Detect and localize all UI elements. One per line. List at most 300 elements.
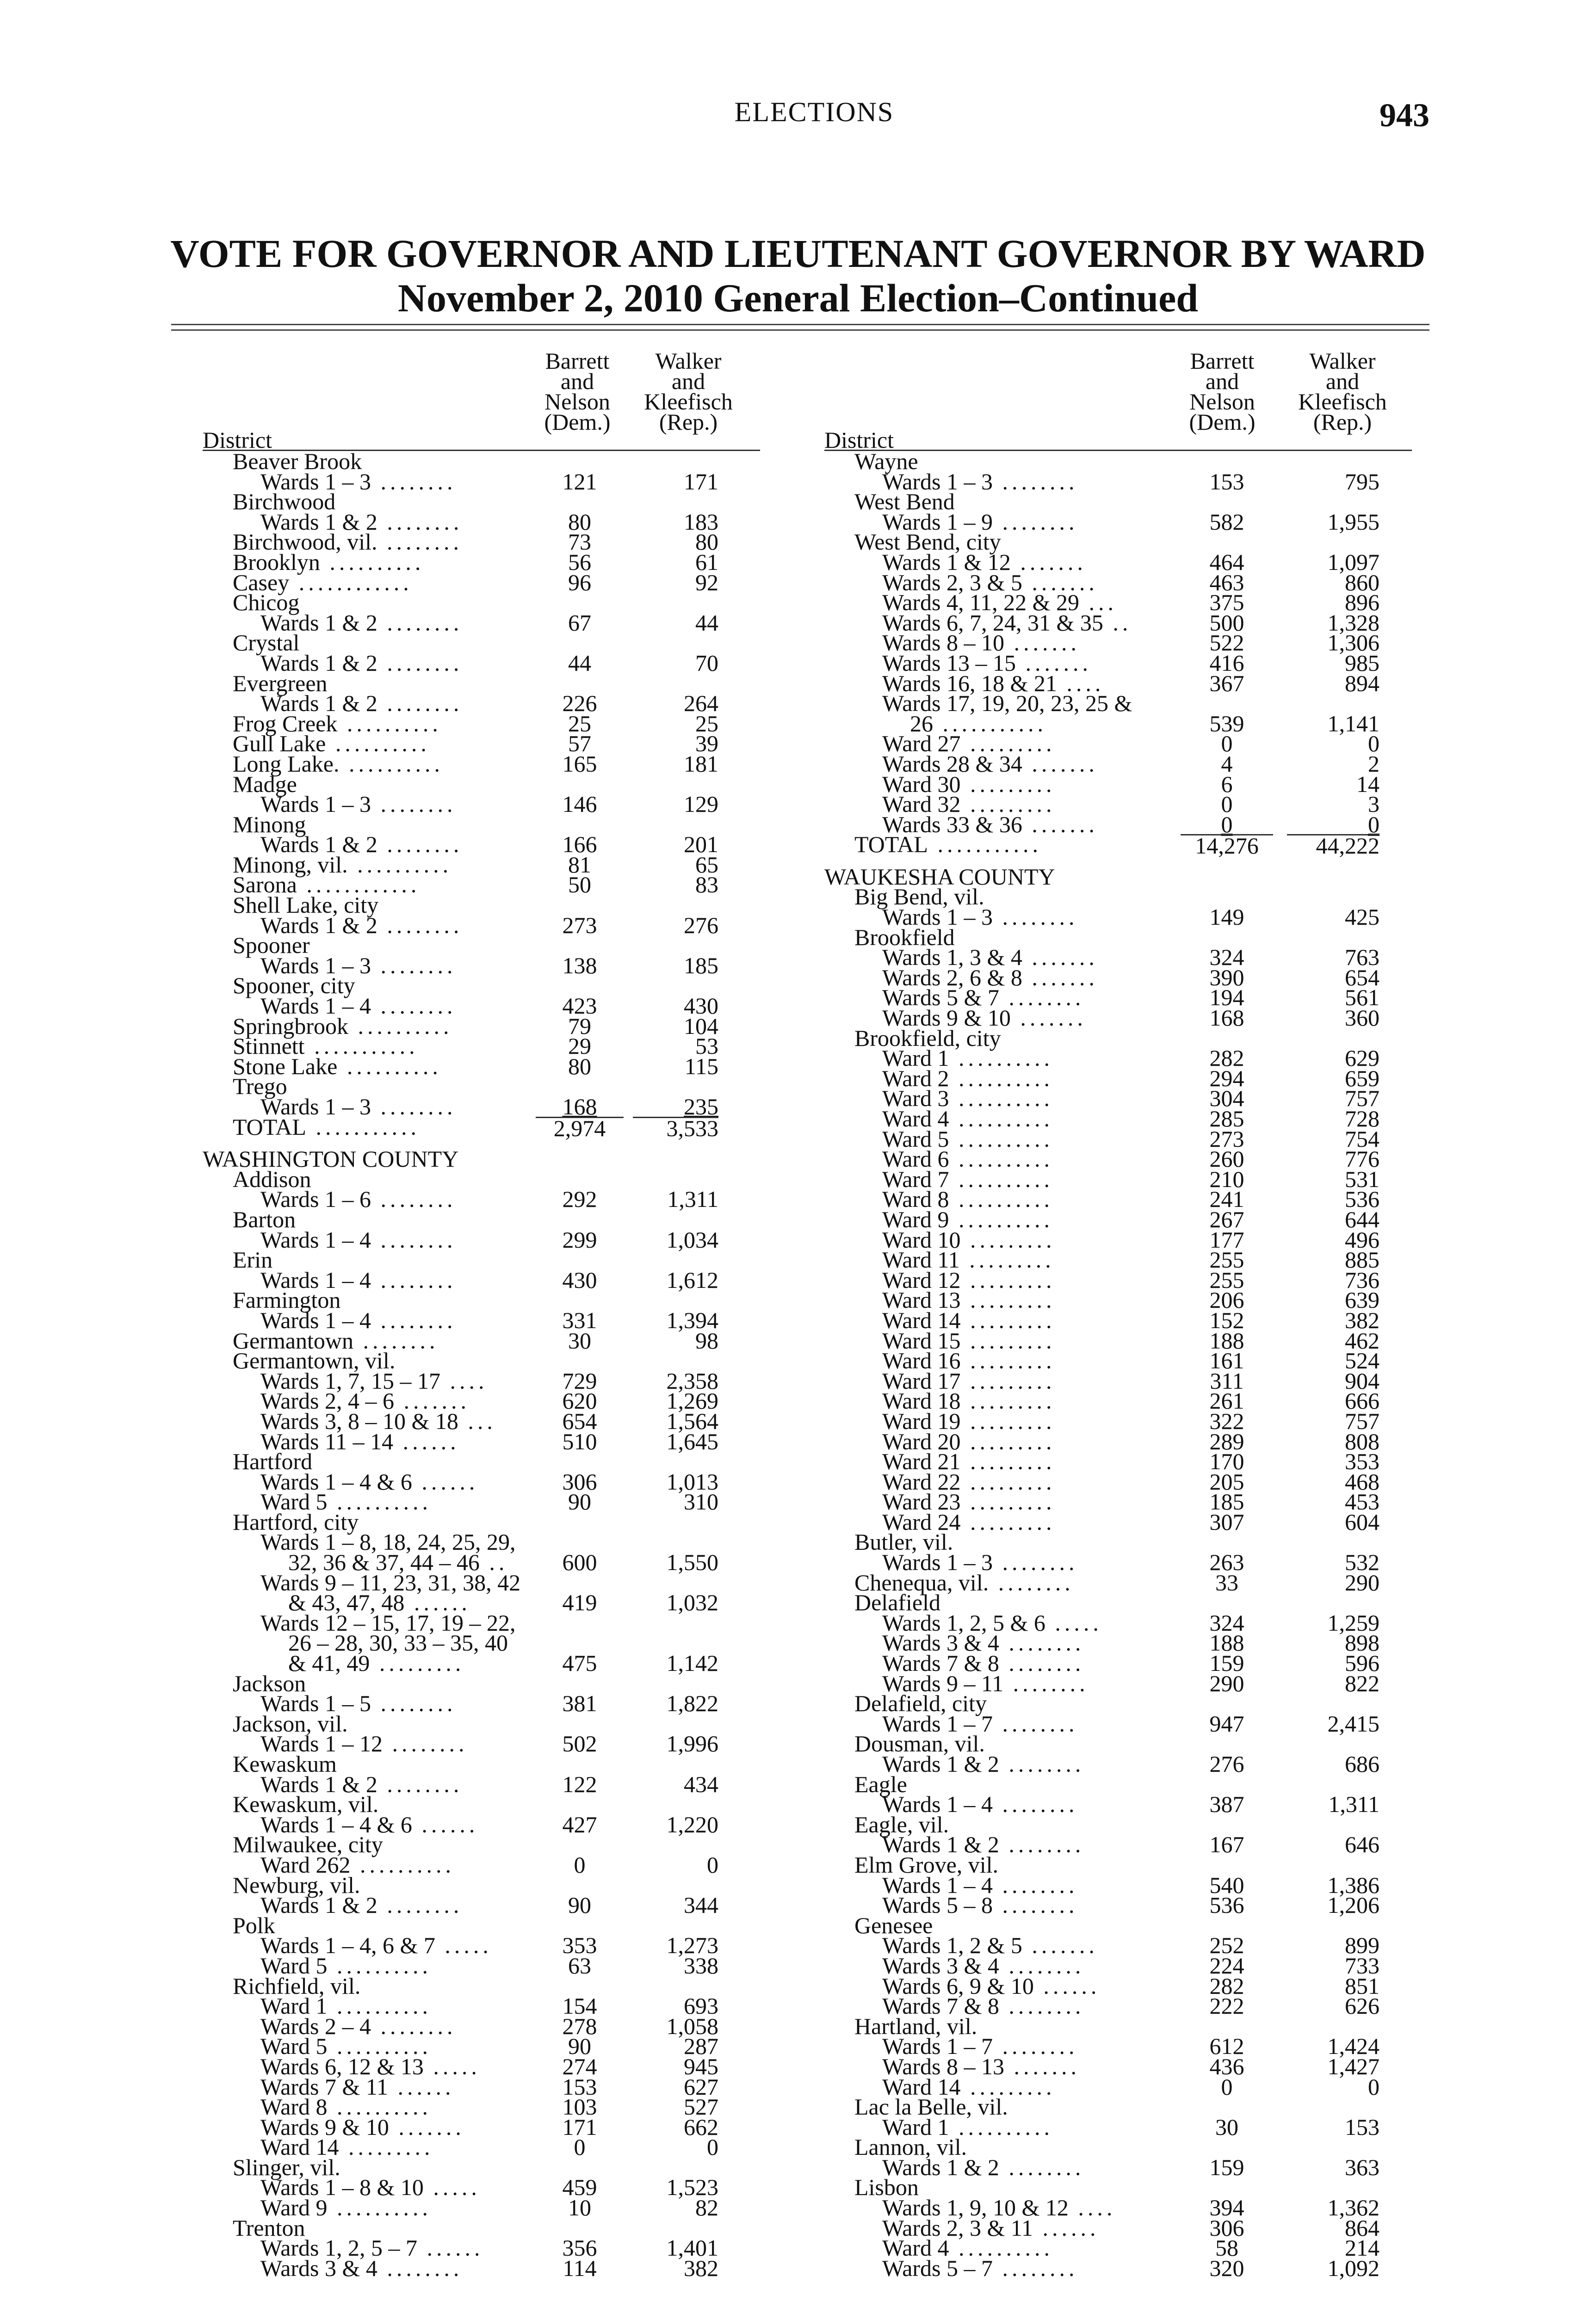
dem-votes: 0 — [574, 1851, 586, 1878]
district-name: Ward 18 — [882, 1388, 961, 1414]
rep-votes: 363 — [1345, 2154, 1379, 2180]
dem-votes: 276 — [1209, 1751, 1244, 1777]
dem-votes: 90 — [568, 1892, 591, 1918]
district-name: Wards 1 – 12 — [260, 1731, 383, 1757]
district-name: WAUKESHA COUNTY — [824, 863, 1055, 890]
district-name: Shell Lake, city — [233, 892, 379, 918]
dem-votes: 138 — [562, 952, 597, 978]
rep-votes: 627 — [684, 2073, 718, 2100]
leader-dots: ....... — [1022, 944, 1098, 971]
rep-votes: 757 — [1345, 1408, 1379, 1434]
leader-dots: .......... — [320, 549, 425, 575]
leader-dots: ....... — [1022, 1932, 1098, 1959]
rep-votes: 1,142 — [666, 1650, 718, 1676]
district-header: District — [203, 427, 272, 453]
leader-dots: ........... — [304, 1033, 419, 1059]
dem-votes: 947 — [1209, 1710, 1244, 1737]
dem-votes: 463 — [1209, 569, 1244, 595]
leader-dots: ......... — [960, 1509, 1056, 1535]
dem-votes: 289 — [1209, 1428, 1244, 1454]
leader-dots: ........ — [371, 791, 457, 817]
leader-dots: ....... — [1022, 811, 1098, 837]
dem-header-line: (Dem.) — [1189, 409, 1256, 435]
dem-votes: 0 — [1221, 811, 1233, 837]
dem-votes: 166 — [562, 831, 597, 858]
dem-votes: 274 — [562, 2053, 597, 2079]
dem-votes: 322 — [1209, 1408, 1244, 1434]
district-name: Ward 30 — [882, 771, 961, 797]
rep-votes: 899 — [1345, 1932, 1379, 1959]
dem-votes: 170 — [1209, 1448, 1244, 1475]
rep-votes: 82 — [695, 2195, 718, 2221]
district-name: Stone Lake — [233, 1053, 338, 1079]
dem-votes: 419 — [562, 1589, 597, 1616]
district-name: Ward 15 — [882, 1327, 961, 1354]
dem-votes: 171 — [562, 2114, 597, 2140]
leader-dots: ......... — [960, 1348, 1056, 1374]
district-name: Big Bend, vil. — [854, 884, 984, 910]
district-name: Ward 17 — [882, 1367, 961, 1394]
district-name: Wards 2 – 4 — [260, 2013, 371, 2039]
district-name: Kewaskum, vil. — [233, 1791, 379, 1818]
leader-dots: ........ — [999, 1630, 1085, 1656]
rep-votes: 1,092 — [1327, 2255, 1379, 2281]
dem-votes: 79 — [568, 1013, 591, 1039]
leader-dots: ........ — [383, 1731, 468, 1757]
district-name: Wards 1 – 4, 6 & 7 — [260, 1932, 435, 1959]
district-name: Eagle — [854, 1771, 907, 1797]
leader-dots: ..... — [423, 2174, 481, 2201]
district-name: Slinger, vil. — [233, 2154, 340, 2180]
leader-dots: ......... — [339, 2134, 434, 2160]
district-name: Ward 9 — [882, 1206, 949, 1232]
district-name: 26 – 28, 30, 33 – 35, 40 — [288, 1630, 508, 1656]
dem-votes: 73 — [568, 529, 591, 555]
dem-votes: 206 — [1209, 1287, 1244, 1313]
district-name: Wards 1 & 2 — [260, 1892, 377, 1918]
leader-dots: ...... — [1033, 1973, 1101, 1999]
rep-votes: 646 — [1345, 1831, 1379, 1858]
dem-votes: 122 — [562, 1771, 597, 1797]
leader-dots: ...... — [412, 1811, 479, 1837]
leader-dots: .......... — [949, 1166, 1054, 1192]
leader-dots: ........... — [928, 831, 1042, 858]
rep-votes: 626 — [1345, 1993, 1379, 2019]
dem-votes: 292 — [562, 1186, 597, 1212]
rep-votes: 1,259 — [1327, 1609, 1379, 1636]
rep-votes: 757 — [1345, 1085, 1379, 1112]
dem-votes: 539 — [1209, 710, 1244, 736]
district-name: Wards 1 – 4 — [882, 1791, 993, 1818]
district-name: Ward 32 — [882, 791, 961, 817]
district-label — [882, 1751, 1085, 1777]
leader-dots: ........ — [993, 1710, 1078, 1737]
rep-votes: 425 — [1345, 904, 1379, 930]
district-name: Wards 1 & 2 — [260, 609, 377, 636]
dem-votes: 500 — [1209, 609, 1244, 636]
rep-votes: 733 — [1345, 1952, 1379, 1979]
rep-votes: 382 — [1345, 1307, 1379, 1333]
district-name: Ward 23 — [882, 1489, 961, 1515]
dem-votes: 0 — [1221, 730, 1233, 757]
district-name: Wards 3, 8 – 10 & 18 — [260, 1408, 458, 1434]
rep-votes: 214 — [1345, 2235, 1379, 2261]
rep-votes: 629 — [1345, 1045, 1379, 1071]
dem-votes: 4 — [1221, 750, 1233, 777]
district-name: Elm Grove, vil. — [854, 1851, 999, 1878]
rep-votes: 235 — [684, 1094, 718, 1119]
right-column — [824, 348, 1412, 2281]
district-name: Trenton — [233, 2214, 305, 2241]
rep-votes: 894 — [1345, 670, 1379, 696]
leader-dots: .......... — [949, 1186, 1054, 1212]
dem-votes: 50 — [568, 872, 591, 898]
rep-header-line: and — [671, 368, 705, 394]
district-name: Jackson — [233, 1670, 306, 1696]
dem-votes: 205 — [1209, 1468, 1244, 1495]
leader-dots: ......... — [960, 1267, 1056, 1293]
dem-votes: 177 — [1209, 1226, 1244, 1253]
dem-header-line: Nelson — [544, 389, 610, 414]
leader-dots: ........ — [993, 2033, 1078, 2059]
dem-votes: 114 — [563, 2255, 597, 2281]
district-name: Wards 1 – 4 — [260, 1267, 371, 1293]
rep-votes: 276 — [684, 912, 718, 938]
rep-votes: 338 — [684, 1952, 718, 1979]
rep-header-line: Walker — [1309, 348, 1376, 374]
district-name: Ward 262 — [260, 1851, 351, 1878]
district-name: Wards 1 – 8 & 10 — [260, 2174, 424, 2201]
rep-votes: 3 — [1368, 791, 1379, 817]
rep-votes: 1,269 — [666, 1388, 718, 1414]
leader-dots: ........ — [371, 1267, 457, 1293]
dem-votes: 510 — [562, 1428, 597, 1454]
dem-votes: 375 — [1209, 589, 1244, 616]
district-name: Wayne — [854, 448, 918, 474]
dem-votes: 502 — [562, 1731, 597, 1757]
dem-votes: 146 — [562, 791, 597, 817]
rep-votes: 462 — [1345, 1327, 1379, 1354]
district-name: Wards 7 & 8 — [882, 1993, 999, 2019]
rep-votes: 644 — [1345, 1206, 1379, 1232]
dem-votes: 252 — [1209, 1932, 1244, 1959]
running-header — [0, 96, 1596, 142]
table-row — [203, 1226, 762, 1253]
rep-votes: 53 — [695, 1033, 718, 1059]
dem-header — [1167, 348, 1278, 435]
district-name: Wards 33 & 36 — [882, 811, 1022, 837]
rep-votes: 945 — [684, 2053, 718, 2079]
leader-dots: ......... — [960, 1448, 1056, 1475]
rep-votes: 287 — [684, 2033, 718, 2059]
rep-votes: 1,273 — [666, 1932, 718, 1959]
rep-votes: 65 — [695, 851, 718, 878]
rep-votes: 382 — [684, 2255, 718, 2281]
district-name: Wards 11 – 14 — [260, 1428, 394, 1454]
district-name: Wards 1 – 3 — [882, 1549, 993, 1576]
district-name: Addison — [233, 1166, 311, 1192]
district-name: Wards 8 – 10 — [882, 630, 1004, 656]
district-name: Crystal — [233, 630, 300, 656]
district-name: Lisbon — [854, 2174, 919, 2201]
dem-votes: 306 — [1209, 2214, 1244, 2241]
district-name: Ward 14 — [260, 2134, 339, 2160]
leader-dots: ......... — [960, 1287, 1056, 1313]
dem-votes: 654 — [562, 1408, 597, 1434]
district-name: Wards 1 – 3 — [260, 952, 371, 978]
leader-dots: ........ — [989, 1569, 1074, 1596]
leader-dots: .......... — [327, 2195, 432, 2221]
leader-dots: ........ — [371, 1186, 457, 1212]
district-name: Sarona — [233, 872, 297, 898]
district-name: Brooklyn — [233, 549, 320, 575]
leader-dots: .......... — [337, 1053, 442, 1079]
dem-votes: 285 — [1209, 1106, 1244, 1132]
district-name: Ward 12 — [882, 1267, 961, 1293]
leader-dots: ........ — [993, 1791, 1078, 1818]
dem-votes: 273 — [562, 912, 597, 938]
district-name: Wards 2, 6 & 8 — [882, 964, 1022, 990]
rep-votes: 1,362 — [1327, 2195, 1379, 2221]
table-row — [824, 2255, 1412, 2281]
leader-dots: .......... — [339, 750, 444, 777]
district-name: Wards 6, 9 & 10 — [882, 1973, 1034, 1999]
rep-votes: 686 — [1345, 1751, 1379, 1777]
dem-votes: 67 — [568, 609, 591, 636]
district-name: Wards 1 & 2 — [260, 690, 377, 717]
dem-votes: 153 — [562, 2073, 597, 2100]
rep-votes: 1,822 — [666, 1690, 718, 1717]
district-name: Wards 1 & 2 — [260, 508, 377, 535]
district-name: 32, 36 & 37, 44 – 46 — [288, 1549, 480, 1576]
column-header — [203, 348, 762, 453]
rep-votes: 434 — [684, 1771, 718, 1797]
dem-header-line: and — [560, 368, 594, 394]
dem-votes: 0 — [1221, 2073, 1233, 2100]
dem-header — [522, 348, 633, 435]
rep-header — [633, 348, 744, 435]
rep-votes: 898 — [1345, 1630, 1379, 1656]
district-name: Wards 5 – 8 — [882, 1892, 993, 1918]
dem-votes: 6 — [1221, 771, 1233, 797]
district-name: Brookfield, city — [854, 1025, 1001, 1051]
rep-votes: 1,386 — [1327, 1872, 1379, 1898]
dem-votes: 427 — [562, 1811, 597, 1837]
leader-dots: .......... — [949, 2114, 1054, 2140]
rep-votes: 83 — [695, 872, 718, 898]
district-name: Wards 17, 19, 20, 23, 25 & — [882, 690, 1132, 717]
district-name: Lannon, vil. — [854, 2134, 967, 2160]
dem-votes: 161 — [1209, 1348, 1244, 1374]
dem-votes: 2,974 — [536, 1117, 624, 1138]
district-name: Ward 19 — [882, 1408, 961, 1434]
leader-dots: ......... — [960, 1327, 1056, 1354]
rep-header-line: Kleefisch — [644, 389, 733, 414]
district-name: Wards 2, 3 & 5 — [882, 569, 1022, 595]
rep-votes: 822 — [1345, 1670, 1379, 1696]
dem-votes: 10 — [568, 2195, 591, 2221]
dem-votes: 304 — [1209, 1085, 1244, 1112]
leader-dots: .......... — [337, 710, 442, 736]
leader-dots: ......... — [960, 1307, 1056, 1333]
dem-votes: 540 — [1209, 1872, 1244, 1898]
page-title — [0, 231, 1596, 320]
dem-votes: 582 — [1209, 508, 1244, 535]
district-name: Farmington — [233, 1287, 341, 1313]
leader-dots: .......... — [327, 1489, 432, 1515]
rep-votes: 763 — [1345, 944, 1379, 971]
district-name: Wards 1 – 4 — [260, 1226, 371, 1253]
district-label — [854, 831, 1042, 858]
leader-dots: ......... — [960, 1428, 1056, 1454]
district-name: Wards 7 & 11 — [260, 2073, 389, 2100]
dem-votes: 331 — [562, 1307, 597, 1333]
rep-votes: 468 — [1345, 1468, 1379, 1495]
district-name: Wards 1 & 2 — [260, 831, 377, 858]
leader-dots: ........ — [999, 1751, 1085, 1777]
rep-header-line: (Rep.) — [1313, 409, 1372, 435]
rep-votes: 561 — [1345, 984, 1379, 1011]
dem-votes: 194 — [1209, 984, 1244, 1011]
district-name: Birchwood, vil. — [233, 529, 377, 555]
rep-votes: 201 — [684, 831, 718, 858]
rep-votes: 2,358 — [666, 1367, 718, 1394]
leader-dots: ........ — [377, 529, 463, 555]
rep-votes: 39 — [695, 730, 718, 757]
dem-header-line: Nelson — [1189, 389, 1255, 414]
dem-votes: 81 — [568, 851, 591, 878]
dem-header-line: Barrett — [1190, 348, 1255, 374]
column-header — [824, 348, 1412, 453]
rep-votes: 536 — [1345, 1186, 1379, 1212]
district-label — [260, 1226, 457, 1253]
leader-dots: ...... — [1033, 2214, 1100, 2241]
leader-dots: ......... — [959, 1247, 1055, 1273]
district-name: Wards 1 – 4 & 6 — [260, 1468, 412, 1495]
rep-votes: 153 — [1345, 2114, 1379, 2140]
title-line-2: November 2, 2010 General Election–Continued — [397, 276, 1199, 320]
leader-dots: ........ — [993, 1872, 1078, 1898]
table-row — [203, 1892, 762, 1918]
district-name: Wards 9 & 10 — [882, 1005, 1011, 1031]
dem-votes: 324 — [1209, 944, 1244, 971]
district-label — [882, 2255, 1078, 2281]
district-name: Springbrook — [233, 1013, 348, 1039]
district-name: Richfield, vil. — [233, 1973, 361, 1999]
leader-dots: .... — [440, 1367, 488, 1394]
rep-votes: 896 — [1345, 589, 1379, 616]
district-name: Barton — [233, 1206, 296, 1232]
leader-dots: ....... — [1004, 630, 1080, 656]
rep-votes: 92 — [695, 569, 718, 595]
rep-votes: 0 — [1368, 730, 1379, 757]
rep-votes: 2 — [1368, 750, 1379, 777]
rep-votes: 795 — [1345, 468, 1379, 495]
district-header: District — [824, 427, 894, 453]
leader-dots: ........ — [999, 1993, 1085, 2019]
district-name: Wards 12 – 15, 17, 19 – 22, — [260, 1609, 516, 1636]
total-row — [824, 831, 1412, 859]
district-name: Ward 6 — [882, 1146, 949, 1172]
district-name: Spooner — [233, 932, 310, 959]
district-label — [260, 2255, 463, 2281]
district-name: Wards 8 – 13 — [882, 2053, 1004, 2079]
rep-votes: 1,032 — [666, 1589, 718, 1616]
district-name: Germantown, vil. — [233, 1348, 396, 1374]
rep-votes: 1,220 — [666, 1811, 718, 1837]
rep-votes: 1,427 — [1327, 2053, 1379, 2079]
district-name: Ward 3 — [882, 1085, 949, 1112]
dem-votes: 30 — [1215, 2114, 1238, 2140]
rep-votes: 885 — [1345, 1247, 1379, 1273]
rep-votes: 430 — [684, 993, 718, 1019]
leader-dots: ........ — [377, 912, 463, 938]
rep-votes: 662 — [684, 2114, 718, 2140]
district-name: Gull Lake — [233, 730, 326, 757]
dem-votes: 153 — [1209, 468, 1244, 495]
leader-dots: ......... — [960, 791, 1056, 817]
district-name: Beaver Brook — [233, 448, 362, 474]
district-name: Erin — [233, 1247, 273, 1273]
leader-dots: ......... — [960, 1367, 1056, 1394]
district-name: Delafield — [854, 1589, 941, 1616]
dem-votes: 210 — [1209, 1166, 1244, 1192]
district-name: Wards 1 – 3 — [260, 468, 371, 495]
leader-dots: ......... — [960, 1226, 1056, 1253]
rep-votes: 985 — [1345, 649, 1379, 676]
rep-votes: 754 — [1345, 1126, 1379, 1152]
dem-votes: 464 — [1209, 549, 1244, 575]
leader-dots: ..... — [435, 1932, 492, 1959]
rep-votes: 531 — [1345, 1166, 1379, 1192]
leader-dots: ........... — [933, 710, 1047, 736]
dem-votes: 381 — [562, 1690, 597, 1717]
rep-votes: 1,401 — [666, 2235, 718, 2261]
leader-dots: ....... — [1022, 569, 1098, 595]
district-name: Lac la Belle, vil. — [854, 2094, 1008, 2120]
district-name: Minong — [233, 811, 306, 837]
leader-dots: ........ — [377, 508, 463, 535]
leader-dots: .......... — [949, 1065, 1054, 1091]
dem-votes: 353 — [562, 1932, 597, 1959]
district-name: Ward 13 — [882, 1287, 961, 1313]
rep-votes: 728 — [1345, 1106, 1379, 1132]
leader-dots: ........ — [377, 2255, 463, 2281]
dem-votes: 320 — [1209, 2255, 1244, 2281]
rep-votes: 1,141 — [1327, 710, 1379, 736]
district-name: Wards 9 – 11, 23, 31, 38, 42 — [260, 1569, 521, 1596]
district-name: Ward 4 — [882, 1106, 949, 1132]
district-name: Wards 1, 2, 5 – 7 — [260, 2235, 417, 2261]
leader-dots: ........ — [377, 690, 463, 717]
dem-votes: 430 — [562, 1267, 597, 1293]
district-name: Ward 1 — [882, 2114, 949, 2140]
district-name: Wards 1 – 3 — [260, 1094, 371, 1119]
dem-votes: 168 — [1209, 1005, 1244, 1031]
rep-header — [1287, 348, 1398, 435]
rep-votes: 527 — [684, 2094, 718, 2120]
rep-votes: 1,058 — [666, 2013, 718, 2039]
leader-dots: .......... — [949, 1126, 1054, 1152]
dem-votes: 475 — [562, 1650, 597, 1676]
district-name: Wards 3 & 4 — [882, 1630, 999, 1656]
rep-votes: 0 — [707, 1851, 718, 1878]
rep-votes: 604 — [1345, 1509, 1379, 1535]
rep-votes: 639 — [1345, 1287, 1379, 1313]
district-name: Wards 9 – 11 — [882, 1670, 1004, 1696]
leader-dots: ......... — [960, 2073, 1056, 2100]
dem-votes: 536 — [1209, 1892, 1244, 1918]
